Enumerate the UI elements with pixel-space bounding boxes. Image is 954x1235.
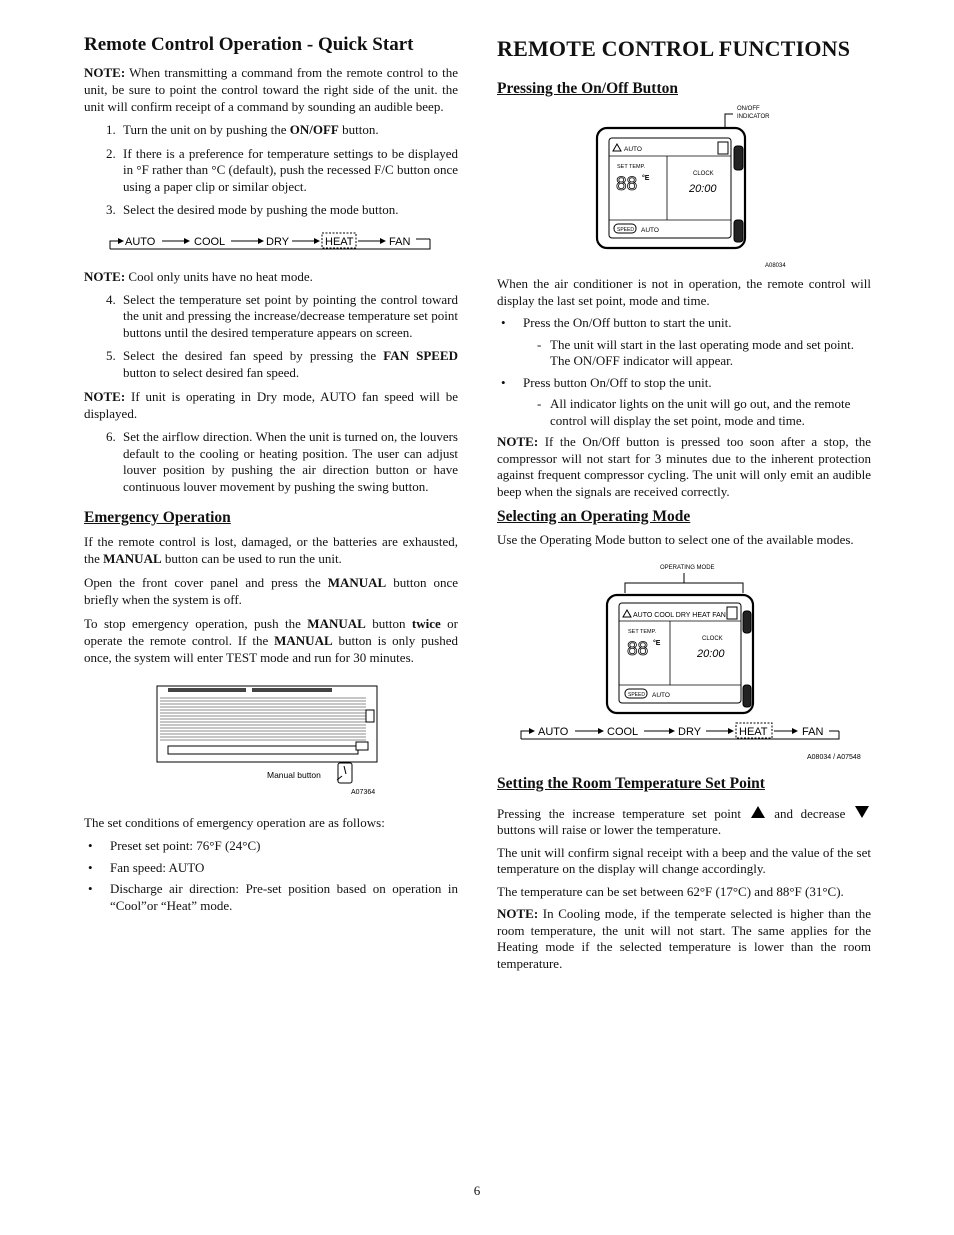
flow2-auto: AUTO xyxy=(538,725,569,738)
onoff-bullet-start: • Press the On/Off button to start the unit. xyxy=(501,315,732,330)
svg-text:20:00: 20:00 xyxy=(697,647,725,660)
remote-display-modes xyxy=(497,559,871,769)
temp-title: Setting the Room Temperature Set Point xyxy=(497,774,765,792)
note-transmit: NOTE: When transmitting a command from the remote control to the unit, be sure to point the control toward the right side of the unit. the unit will confirm receipt of a command by sounding an audible beep. xyxy=(84,65,458,114)
remote-display-onoff xyxy=(497,104,871,272)
page-number: 6 xyxy=(473,1183,481,1198)
emergency-title: Emergency Operation xyxy=(84,509,231,526)
svg-text:INDICATOR: INDICATOR xyxy=(737,114,770,120)
svg-text:ON/OFF: ON/OFF xyxy=(737,106,760,112)
indoor-unit-illustration xyxy=(84,678,458,806)
svg-text:AUTO: AUTO xyxy=(641,227,659,234)
condition-item: • Discharge air direction: Pre-set position based on operation in “Cool”or “Heat” mode. xyxy=(88,881,458,913)
step-3: 3. Select the desired mode by pushing the mode button. xyxy=(106,202,399,217)
figure-code-a07364: A07364 xyxy=(351,789,376,796)
emergency-p1: If the remote control is lost, damaged, or the batteries are exhausted, the MANUAL button can be used to run the unit. xyxy=(84,534,458,566)
triangle-down-icon xyxy=(853,805,871,819)
manual-button-label: Manual button xyxy=(267,770,321,780)
flow-auto: AUTO xyxy=(125,235,156,248)
flow2-cool: COOL xyxy=(607,725,639,738)
step-5: 5. Select the desired fan speed by pressing the FAN SPEED button to select desired fan speed. xyxy=(106,348,458,380)
right-column xyxy=(497,34,871,978)
svg-text:°E: °E xyxy=(653,639,661,647)
figure-code-a07548: A08034 / A07548 xyxy=(807,753,861,761)
left-column xyxy=(84,34,458,919)
note-dry-mode: NOTE: If unit is operating in Dry mode, AUTO fan speed will be displayed. xyxy=(84,389,458,421)
flow-fan: FAN xyxy=(389,235,411,248)
triangle-up-icon xyxy=(749,805,767,819)
flow-cool: COOL xyxy=(194,235,226,248)
svg-text:OPERATING MODE: OPERATING MODE xyxy=(660,564,715,571)
onoff-title: Pressing the On/Off Button xyxy=(497,80,678,97)
svg-text:SET TEMP.: SET TEMP. xyxy=(628,628,657,635)
condition-item: • Preset set point: 76°F (24°C) xyxy=(88,838,261,853)
remote-functions-title: REMOTE CONTROL FUNCTIONS xyxy=(497,36,851,61)
emergency-p2: Open the front cover panel and press the MANUAL button once briefly when the system is off. xyxy=(84,575,459,607)
svg-text:88: 88 xyxy=(616,174,638,195)
svg-text:A08034: A08034 xyxy=(765,263,786,269)
temp-p1: Pressing the increase temperature set point and decrease buttons will raise or lower the temperature. xyxy=(497,805,871,839)
step-4: 4. Select the temperature set point by pointing the control toward the unit and pressing the increase/decrease temperature set point buttons until the desired temperature appears on screen. xyxy=(106,291,458,340)
svg-text:AUTO: AUTO xyxy=(624,146,642,153)
onoff-bullet-stop: • Press button On/Off to stop the unit. xyxy=(501,374,712,390)
temp-p3: The temperature can be set between 62°F (17°C) and 88°F (31°C). xyxy=(497,883,844,899)
mode-paragraph: Use the Operating Mode button to select one of the available modes. xyxy=(497,532,854,547)
svg-text:SPEED: SPEED xyxy=(617,227,634,233)
temp-p2: The unit will confirm signal receipt with a beep and the value of the set temperature on the display will change accordingly. xyxy=(497,844,871,876)
svg-text:°E: °E xyxy=(642,175,650,182)
step-1: 1. Turn the unit on by pushing the ON/OFF button. xyxy=(106,122,379,137)
flow-heat: HEAT xyxy=(325,235,354,248)
mode-flow-diagram xyxy=(84,226,458,260)
svg-text:SET TEMP.: SET TEMP. xyxy=(617,164,646,170)
flow2-dry: DRY xyxy=(678,725,702,738)
conditions-intro: The set conditions of emergency operation are as follows: xyxy=(84,815,385,830)
svg-text:CLOCK: CLOCK xyxy=(702,635,723,642)
note-cool-only: NOTE: Cool only units have no heat mode. xyxy=(84,268,313,284)
temp-note: NOTE: In Cooling mode, if the temperate selected is higher than the room temperature, the unit will not start. The same applies for the Heating mode if the selected temperature is lower than the room temperature. xyxy=(497,906,871,971)
emergency-p3: To stop emergency operation, push the MANUAL button twice or operate the remote control. If the MANUAL button is only pushed once, the system will enter TEST mode and run for 30 minutes. xyxy=(84,616,459,665)
svg-text:CLOCK: CLOCK xyxy=(693,171,714,177)
flow2-fan: FAN xyxy=(802,725,824,738)
onoff-p1: When the air conditioner is not in operation, the remote control will display the last set point, mode and time. xyxy=(497,276,871,308)
onoff-dash-stop: - All indicator lights on the unit will go out, and the remote control will display the set point, mode and time. xyxy=(537,396,851,428)
step-2: 2. If there is a preference for temperature settings to be displayed in °F rather than °C (default), push the recessed F/C button once using a paper clip or similar object. xyxy=(106,145,458,194)
svg-text:20:00: 20:00 xyxy=(689,183,717,195)
svg-text:AUTO COOL DRY HEAT FAN: AUTO COOL DRY HEAT FAN xyxy=(633,611,726,619)
flow2-heat: HEAT xyxy=(739,725,768,738)
svg-text:SPEED: SPEED xyxy=(628,691,645,698)
step-6: 6. Set the airflow direction. When the unit is turned on, the louvers default to the cooling or heating position. The user can adjust louver position by pushing the air direction button or have continuous louver movement by pushing the swing button. xyxy=(106,429,458,494)
condition-item: • Fan speed: AUTO xyxy=(88,859,205,875)
onoff-note: NOTE: If the On/Off button is pressed too soon after a stop, the compressor will not start for 3 minutes due to the inherent protection against frequent compressor cycling. The unit will only emit an audible beep when the signals are received correctly. xyxy=(497,434,871,499)
mode-title: Selecting an Operating Mode xyxy=(497,508,691,525)
quick-start-title: Remote Control Operation - Quick Start xyxy=(84,34,414,55)
svg-text:AUTO: AUTO xyxy=(652,691,670,699)
onoff-dash-start: - The unit will start in the last operating mode and set point. The ON/OFF indicator will appear. xyxy=(537,336,854,368)
svg-text:88: 88 xyxy=(627,638,649,660)
flow-dry: DRY xyxy=(266,235,290,248)
